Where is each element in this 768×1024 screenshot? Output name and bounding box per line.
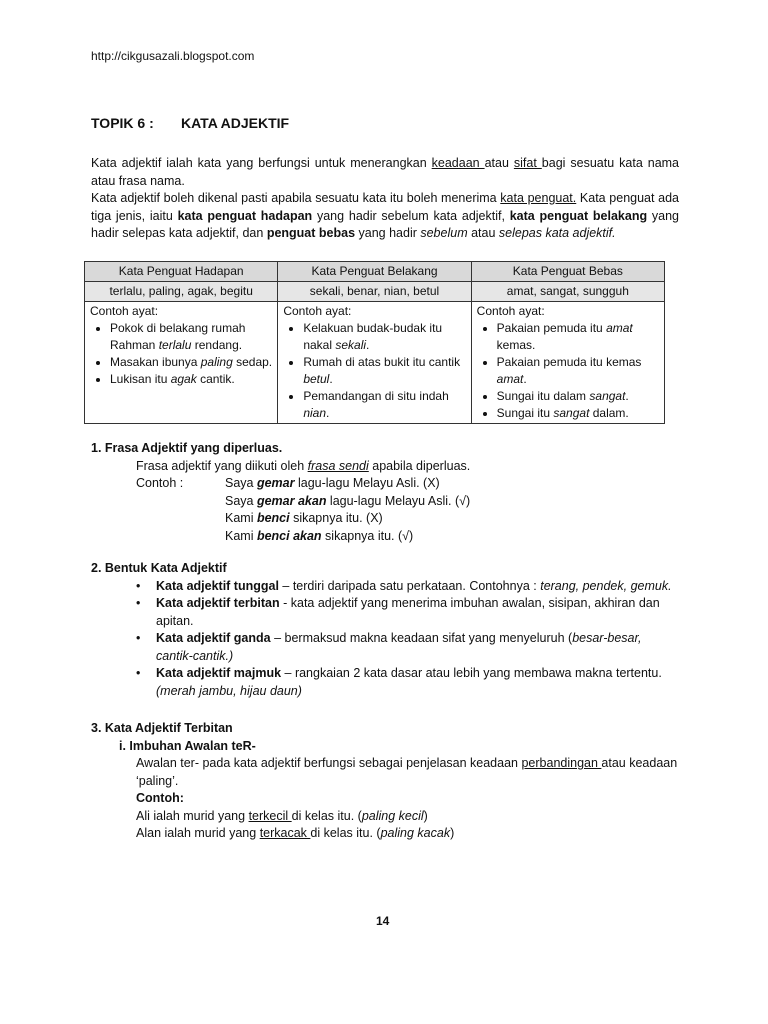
table-header-row: [85, 262, 665, 282]
section-frasa-adjektif: [91, 440, 681, 545]
list-item: • Rumah di atas bukit itu cantik betul.: [303, 354, 465, 388]
bentuk-list: [91, 578, 681, 701]
table-cell: [85, 302, 278, 424]
section-bentuk-kata-adjektif: [91, 560, 681, 700]
table-words-row: [85, 282, 665, 302]
example-list: [477, 320, 659, 422]
table-cell: [278, 302, 471, 424]
table-cell: terlalu, paling, agak, begitu: [85, 282, 278, 302]
contoh-label: Contoh ayat:: [476, 304, 545, 318]
header-url: http://cikgusazali.blogspot.com: [91, 49, 255, 63]
page-number: 14: [376, 914, 390, 928]
page-title: [91, 115, 290, 133]
table-examples-row: [85, 302, 665, 424]
kata-penguat-table: [84, 261, 665, 424]
example-list: [90, 320, 272, 388]
example-line: Ali ialah murid yang terkecil di kelas itu. (paling kecil): [136, 808, 428, 823]
example-line: Saya gemar akan lagu-lagu Melayu Asli. (√): [225, 493, 471, 508]
section-heading: 2. Bentuk Kata Adjektif: [91, 561, 227, 575]
section-description: Frasa adjektif yang diikuti oleh frasa sendi apabila diperluas.: [136, 458, 471, 473]
table-cell: amat, sangat, sungguh: [471, 282, 664, 302]
example-line: Alan ialah murid yang terkacak di kelas itu. (paling kacak): [136, 826, 455, 840]
section-description: Awalan ter- pada kata adjektif berfungsi sebagai penjelasan keadaan perbandingan atau keadaan ‘paling’.: [136, 756, 678, 788]
intro-paragraph-1: Kata adjektif ialah kata yang berfungsi untuk menerangkan keadaan atau sifat bagi sesuatu kata nama atau frasa nama.: [91, 156, 680, 188]
topic-number: TOPIK 6 :: [91, 115, 154, 131]
contoh-label: Contoh ayat:: [283, 304, 352, 318]
list-item: • Sungai itu dalam sangat.: [497, 388, 659, 405]
example-line: Kami benci sikapnya itu. (X): [225, 511, 383, 525]
list-item: • Lukisan itu agak cantik.: [110, 371, 272, 388]
contoh-label: Contoh :: [136, 476, 184, 490]
example-line: Saya gemar lagu-lagu Melayu Asli. (X): [225, 476, 440, 490]
table-header: Kata Penguat Hadapan: [85, 262, 278, 282]
list-item: • Kata adjektif majmuk – rangkaian 2 kata dasar atau lebih yang membawa makna tertentu. (merah jambu, hijau daun): [136, 665, 681, 700]
section-heading: 1. Frasa Adjektif yang diperluas.: [91, 441, 283, 455]
contoh-label: Contoh ayat:: [90, 304, 159, 318]
example-line: Kami benci akan sikapnya itu. (√): [225, 528, 414, 543]
table-cell: [471, 302, 664, 424]
intro-paragraph-2: Kata adjektif boleh dikenal pasti apabila sesuatu kata itu boleh menerima kata penguat. Kata penguat ada tiga jenis, iaitu kata penguat hadapan yang hadir sebelum kata adjektif, kata penguat belakang yang hadir selepas kata adjektif, dan penguat bebas yang hadir sebelum atau selepas kata adjektif.: [91, 191, 679, 240]
list-item: • Masakan ibunya paling sedap.: [110, 354, 272, 371]
table-cell: sekali, benar, nian, betul: [278, 282, 471, 302]
example-row: [91, 475, 681, 493]
section-kata-adjektif-terbitan: [91, 720, 681, 843]
list-item: • Kelakuan budak-budak itu nakal sekali.: [303, 320, 465, 354]
list-item: • Pakaian pemuda itu kemas amat.: [497, 354, 659, 388]
example-list: [283, 320, 465, 422]
subsection-heading: i. Imbuhan Awalan teR-: [119, 738, 256, 753]
list-item: • Pemandangan di situ indah nian.: [303, 388, 465, 422]
topic-name: KATA ADJEKTIF: [181, 115, 290, 131]
contoh-label: Contoh:: [136, 791, 184, 805]
list-item: • Kata adjektif ganda – bermaksud makna keadaan sifat yang menyeluruh (besar-besar, cantik-cantik.): [136, 630, 681, 665]
list-item: • Pakaian pemuda itu amat kemas.: [497, 320, 659, 354]
list-item: • Pokok di belakang rumah Rahman terlalu rendang.: [110, 320, 272, 354]
section-heading: 3. Kata Adjektif Terbitan: [91, 721, 233, 735]
intro-text: [91, 155, 679, 243]
table-header: Kata Penguat Bebas: [471, 262, 664, 282]
table-header: Kata Penguat Belakang: [278, 262, 471, 282]
list-item: • Sungai itu sangat dalam.: [497, 405, 659, 422]
list-item: • Kata adjektif tunggal – terdiri daripada satu perkataan. Contohnya : terang, pendek, gemuk.: [136, 578, 681, 596]
list-item: • Kata adjektif terbitan - kata adjektif yang menerima imbuhan awalan, sisipan, akhiran dan apitan.: [136, 595, 681, 630]
